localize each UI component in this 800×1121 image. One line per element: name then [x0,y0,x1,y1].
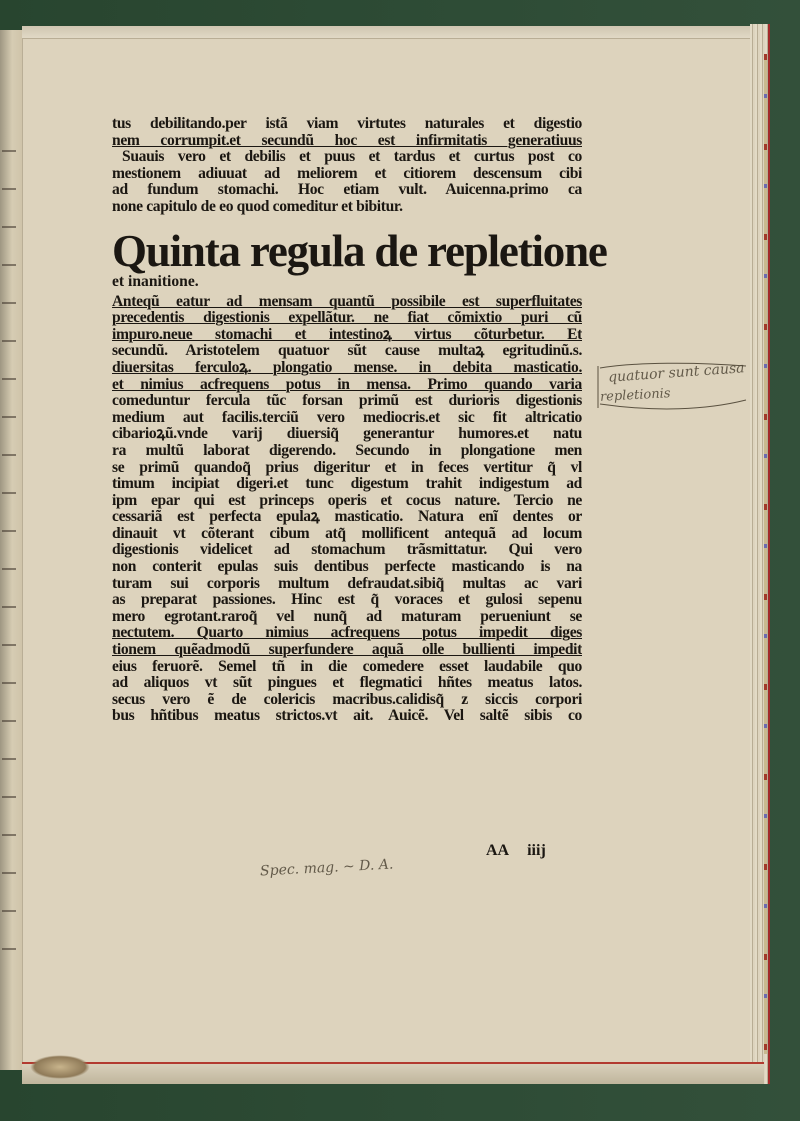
text-line: et nimius acfrequens potus in mensa. Primo quando varia [112,376,582,393]
text-line: tionem quẽadmodũ superfundere aquã olle bullienti impedit [112,642,582,659]
signature-mark: AA [486,842,510,859]
page-fore-edge [750,24,770,1084]
margin-annotation: repletionis [599,386,671,405]
text-line: medium aut facilis.terciũ vero mediocris.et sic fit altricatio [112,409,582,426]
text-line: dinauit vt cõterant cibum atq̃ mollificent antequã ad locum [112,525,582,542]
section-heading: Quinta regula de repletione [112,225,607,276]
facing-page-text-traces [2,150,16,950]
binding-stain [30,1055,90,1079]
facing-page-edge [0,30,24,1070]
text-line: nectutem. Quarto nimius acfrequens potus impedit diges [112,625,582,642]
text-line: ad fundum stomachi. Hoc etiam vult. Auicenna.primo ca [112,182,582,199]
text-line: bus hñtibus meatus strictos.vt ait. Auicẽ. Vel saltẽ sibis co [112,708,582,725]
text-line: turam sui corporis multum defraudat.sibiq̃ multas ac vari [112,575,582,592]
page-bottom-edge [22,1062,764,1084]
text-line: secus vero ẽ de colericis macribus.calidisq̃ z siccis corpori [112,691,582,708]
bottom-annotation: Spec. mag. ~ D. A. [259,856,394,880]
text-line: none capitulo de eo quod comeditur et bibitur. [112,198,403,215]
signature-number: iiij [527,842,546,859]
text-line: diuersitas ferculoꝝ. plongatio mense. in debita masticatio. [112,359,582,376]
text-line: comeduntur fercula tũc forsan primũ est durioris digestionis [112,393,582,410]
printed-text-block [112,116,607,725]
text-line: tus debilitando.per istã viam virtutes naturales et digestio [112,116,582,132]
signature-row [486,842,586,864]
text-line: se primũ quandoq̃ prius digeritur et in feces vertitur q̃ vl [112,459,582,476]
text-line: mestionem adiuuat ad meliorem et citiorem descensum cibi [112,165,582,182]
text-line: as preparat passiones. Hinc est q̃ voraces et gulosi sepenu [112,592,582,609]
text-line: mero egrotant.raroq̃ vel nunq̃ ad maturam perueniunt se [112,608,582,625]
text-line: secundũ. Aristotelem quatuor sũt cause multaꝝ egritudinũ.s. [112,343,582,360]
text-line: eius feruorẽ. Semel tñ in die comedere esset laudabile quo [112,658,582,675]
text-line: precedentis digestionis expellãtur. ne fiat cõmixtio puri cũ [112,310,582,327]
text-line: ra multũ laborat digerendo. Secundo in plongatione men [112,442,582,459]
text-line: timum incipiat digeri.et tunc digestum trahit indigestum ad [112,476,582,493]
text-line: impuro.neue stomachi et intestinoꝝ virtus cõturbetur. Et [112,326,582,343]
text-line: Suauis vero et debilis et puus et tardus et curtus post co [122,149,582,166]
text-line: digestionis videlicet ad stomachum trãsmittatur. Qui vero [112,542,582,559]
text-line: cessariã est perfecta epulaꝝ masticatio. Natura enĩ dentes or [112,509,582,526]
text-line: ad aliquos vt sũt pingues et flegmatici hñtes meatus latos. [112,675,582,692]
text-line: cibarioꝝũ.vnde varij diuersiq̃ generantur humores.et natu [112,426,582,443]
text-line: ipm epar qui est princeps operis et cocus nature. Tercio ne [112,492,582,509]
text-line: nem corrumpit.et secundũ hoc est infirmitatis generatiuus [112,132,582,149]
text-line: Anteqũ eatur ad mensam quantũ possibile est superfluitates [112,293,582,310]
margin-annotation: quatuor sunt causa [607,360,745,386]
text-line: non conterit epulas suis dentibus perfecte masticando is na [112,559,582,576]
section-subheading: et inanitione. [112,272,199,290]
